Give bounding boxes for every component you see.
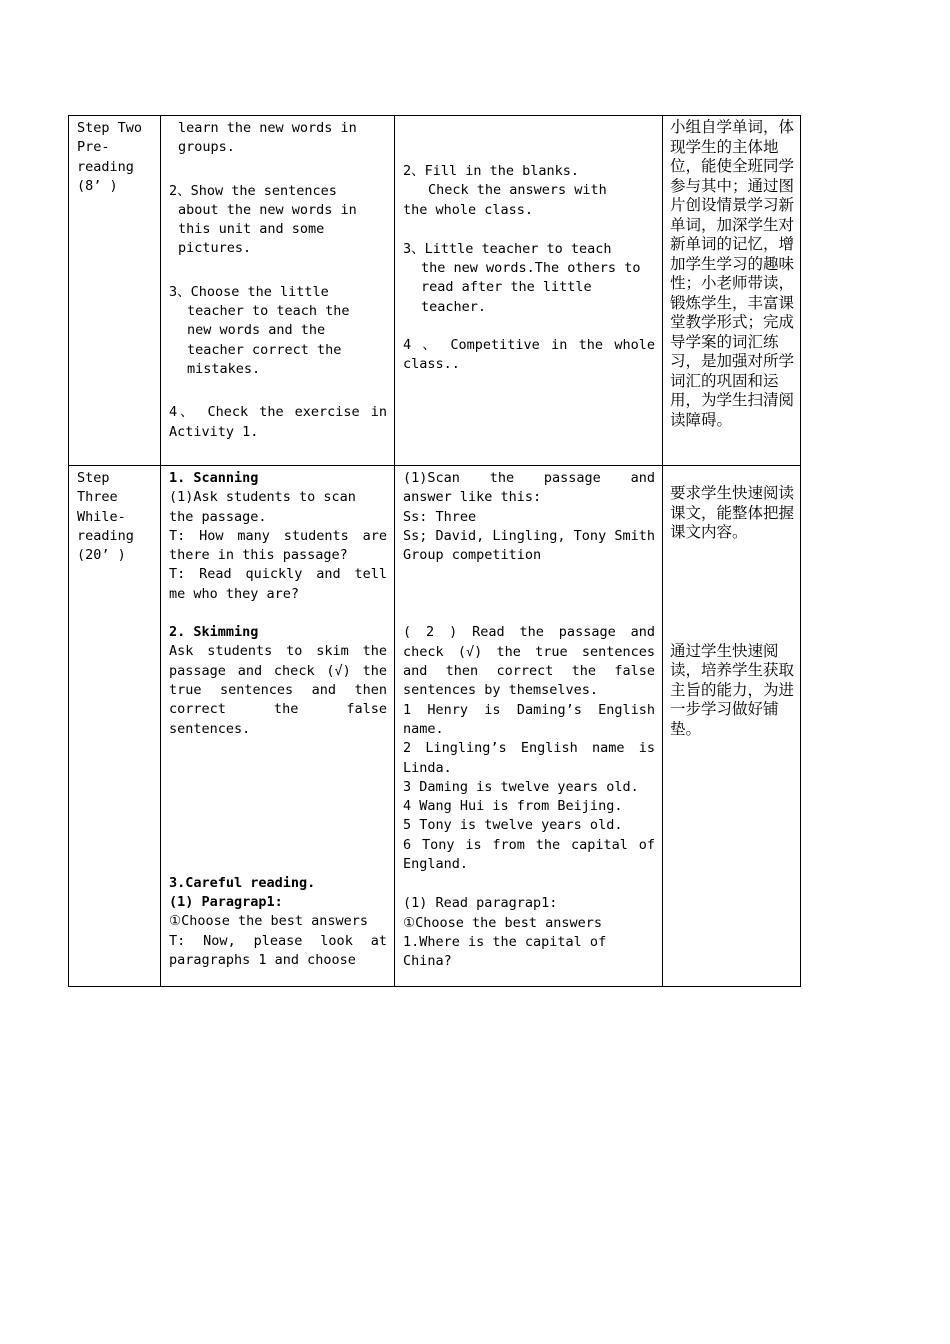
text-line: pictures.	[178, 240, 252, 257]
text-line: T: Read quickly and tell	[169, 566, 387, 583]
text-line: me who they are?	[169, 585, 300, 602]
text-line: learn the new words in	[178, 120, 357, 136]
text-line: sentences by themselves.	[403, 682, 599, 699]
text-line: teacher.	[421, 298, 487, 315]
text-line: 2、Fill in the blanks.	[403, 163, 580, 179]
text-line: ( 2 ) Read the passage and	[403, 624, 655, 641]
text-line: T: How many students are	[169, 527, 387, 544]
text-line: check (√) the true sentences	[403, 643, 655, 660]
text-line: the whole class.	[403, 201, 534, 218]
text-line: read after the little	[421, 279, 592, 296]
lesson-plan-table	[68, 115, 801, 987]
text-line: sentences.	[169, 720, 251, 737]
text-line: groups.	[178, 139, 235, 156]
table-row-step-three	[69, 466, 801, 987]
text-line: this unit and some	[178, 221, 325, 238]
text-line: about the new words in	[178, 201, 357, 218]
text-line: true sentences and then	[169, 681, 387, 698]
student-activity-cell	[395, 466, 663, 987]
step-cell	[69, 116, 161, 466]
text-line: answer like this:	[403, 489, 542, 506]
text-line: paragraphs 1 and choose	[169, 952, 356, 969]
student-activity-cell	[395, 116, 663, 466]
purpose-cell	[663, 116, 801, 466]
text-line: 5 Tony is twelve years old.	[403, 817, 623, 834]
step-line: (8’ )	[77, 177, 118, 194]
purpose-cell	[663, 466, 801, 987]
text-line: 6 Tony is from the capital of	[403, 836, 655, 853]
text-line: Group competition	[403, 547, 542, 564]
text-line: 4 、 Competitive in the whole	[403, 337, 655, 354]
text-line: 3、Little teacher to teach	[403, 240, 612, 257]
step-line: Pre-	[77, 139, 110, 156]
purpose-text: 小组自学单词，体现学生的主体地位，能使全班同学参与其中；通过图片创设情景学习新单词，加深学生对新单词的记忆，增加学生学习的趣味性；小老师带读，锻炼学生，丰富课堂教学形式；完成导学案的词汇练习，是加强对所学词汇的巩固和运用，为学生扫清阅读障碍。	[670, 118, 795, 429]
section-heading: 1. Scanning	[169, 470, 259, 486]
text-line: Activity 1.	[169, 423, 259, 440]
section-heading: (1) Paragrap1:	[169, 894, 283, 911]
section-heading: 2. Skimming	[169, 624, 259, 641]
text-line: (1)Scan the passage and	[403, 470, 655, 486]
table-row-step-two	[69, 116, 801, 466]
text-line: Ask students to skim the	[169, 643, 387, 660]
text-line: mistakes.	[187, 360, 261, 377]
purpose-text: 通过学生快速阅读，培养学生获取主旨的能力，为进一步学习做好铺垫。	[670, 641, 795, 738]
step-line: Three	[77, 489, 118, 506]
text-line: ①Choose the best answers	[403, 914, 603, 931]
text-line: T: Now, please look at	[169, 932, 387, 949]
section-heading: 3.Careful reading.	[169, 874, 316, 891]
step-line: While-	[77, 508, 126, 525]
text-line: 2、Show the sentences	[169, 182, 337, 199]
step-cell	[69, 466, 161, 987]
text-line: the passage.	[169, 508, 267, 525]
text-line: and then correct the false	[403, 663, 655, 680]
text-line: there in this passage?	[169, 547, 348, 564]
text-line: 3 Daming is twelve years old.	[403, 778, 639, 795]
step-line: Step	[77, 470, 110, 486]
text-line: class..	[403, 356, 460, 373]
text-line: 2 Lingling’s English name is	[403, 740, 655, 757]
text-line: the new words.The others to	[421, 260, 641, 277]
text-line: new words and the	[187, 322, 326, 339]
text-line: Check the answers with	[428, 182, 607, 199]
text-line: Ss: Three	[403, 508, 477, 525]
text-line: name.	[403, 720, 444, 737]
purpose-text: 要求学生快速阅读课文，能整体把握课文内容。	[670, 484, 795, 541]
text-line: 4、 Check the exercise in	[169, 404, 387, 421]
step-line: reading	[77, 158, 134, 175]
text-line: 1.Where is the capital of China?	[403, 933, 607, 970]
text-line: ①Choose the best answers	[169, 913, 369, 930]
text-line: teacher to teach the	[187, 303, 350, 320]
teacher-activity-cell	[161, 466, 395, 987]
step-line: reading	[77, 527, 134, 544]
text-line: (1) Read paragrap1:	[403, 895, 558, 912]
text-line: Linda.	[403, 759, 452, 776]
text-line: passage and check (√) the	[169, 662, 387, 679]
text-line: England.	[403, 856, 469, 873]
text-line: Ss; David, Lingling, Tony Smith	[403, 527, 655, 544]
step-line: Step Two	[77, 120, 143, 136]
text-line: correct the false	[169, 701, 387, 718]
text-line: (1)Ask students to scan	[169, 489, 356, 506]
text-line: 3、Choose the little	[169, 283, 329, 300]
text-line: 1 Henry is Daming’s English	[403, 701, 655, 718]
text-line: teacher correct the	[187, 341, 342, 358]
step-line: (20’ )	[77, 547, 126, 564]
text-line: 4 Wang Hui is from Beijing.	[403, 798, 623, 815]
teacher-activity-cell	[161, 116, 395, 466]
